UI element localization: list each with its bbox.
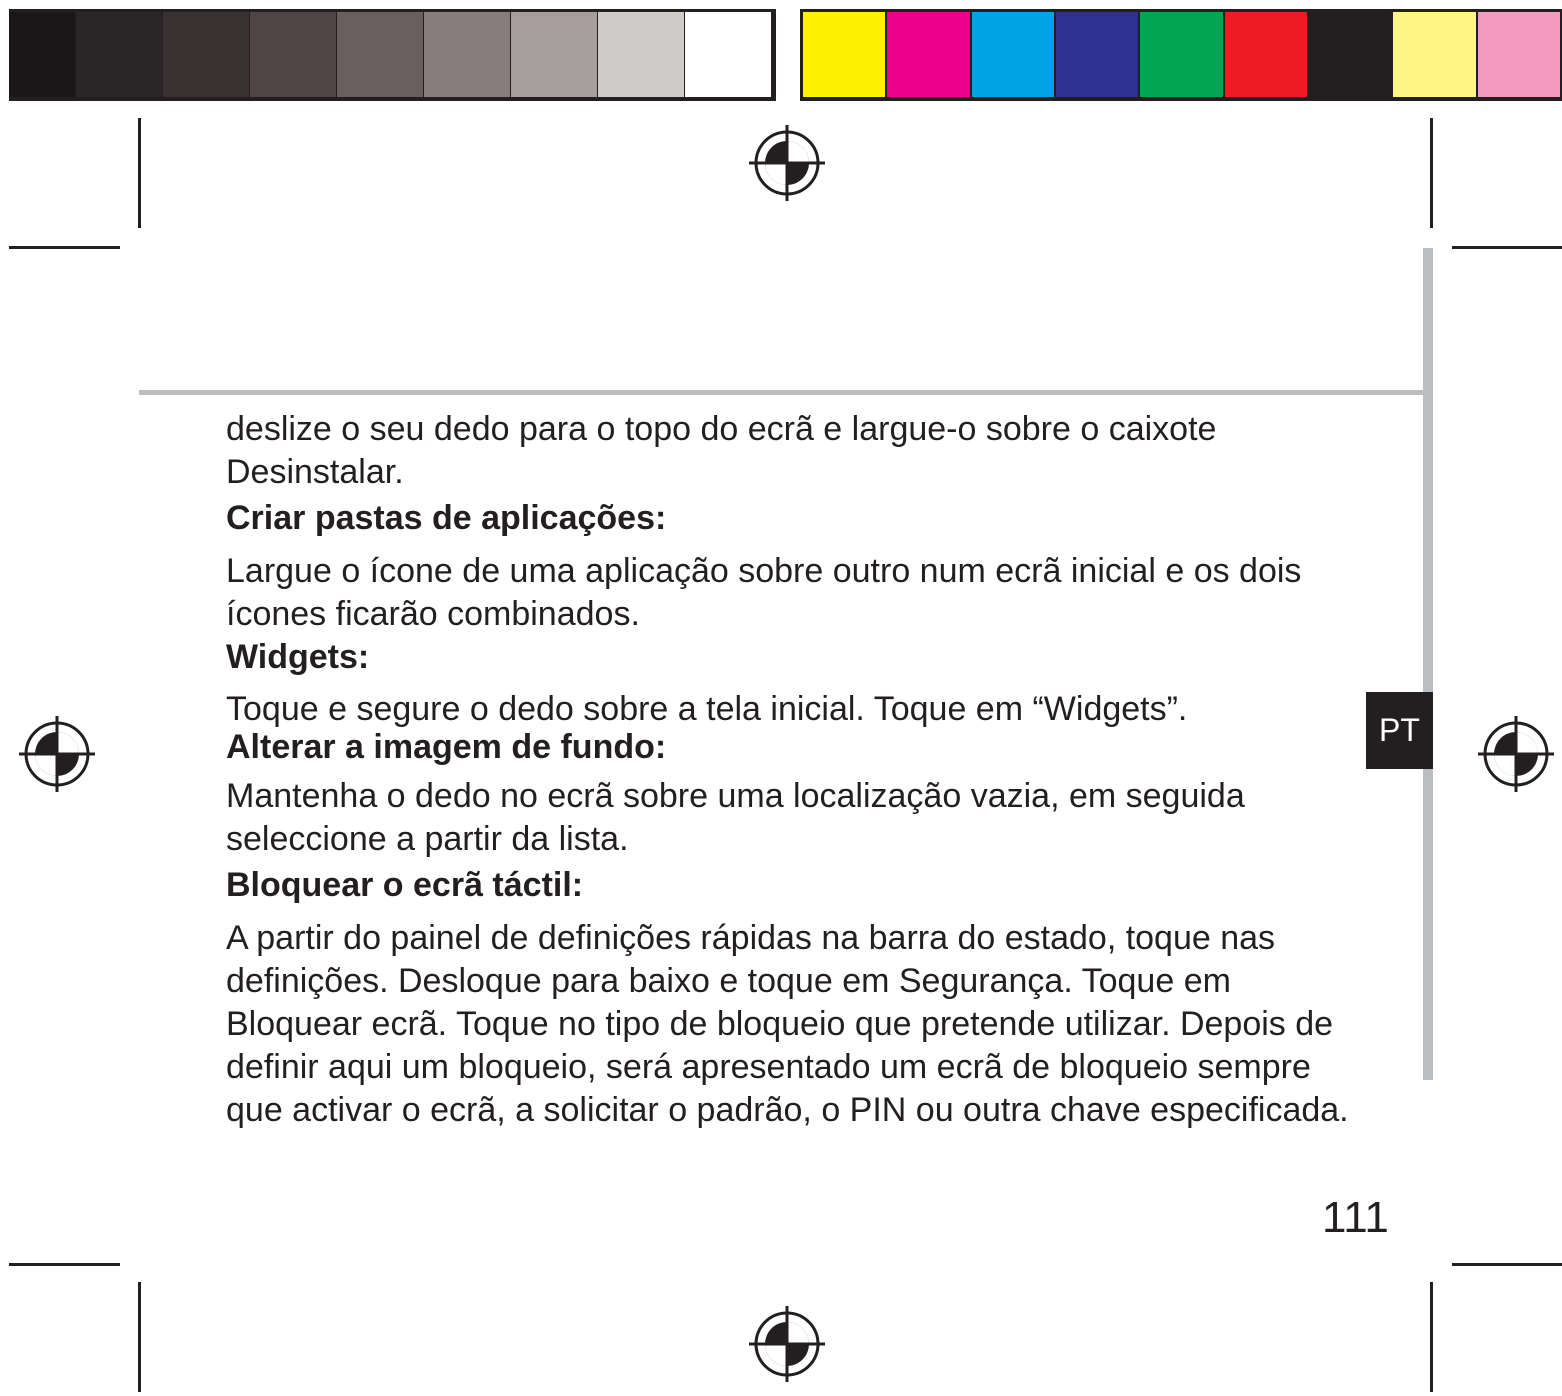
process-color-swatch (1478, 12, 1560, 97)
process-color-swatch (972, 12, 1054, 97)
grayscale-swatch (163, 12, 249, 97)
process-color-swatch (1056, 12, 1138, 97)
crop-mark-bottom-left-horizontal (9, 1263, 120, 1266)
process-color-swatch (887, 12, 969, 97)
grayscale-swatch (337, 12, 423, 97)
section-heading: Criar pastas de aplicações: (226, 499, 667, 537)
section-paragraph: Toque e segure o dedo sobre a tela inicial. Toque em “Widgets”. (226, 690, 1188, 728)
grayscale-swatch (685, 12, 771, 97)
crop-mark-top-left-vertical (138, 118, 141, 228)
registration-mark-bottom-icon (749, 1306, 825, 1382)
section-paragraph: A partir do painel de definições rápidas na barra do estado, toque nas definições. Desloque para baixo e toque em Segurança. Toque em Bloquear ecrã. Toque no tipo de bloqueio que pretende utilizar. Depois de definir aqui um bloqueio, será apresentado um ecrã de bloqueio sempre que activar o ecrã, a solicitar o padrão, o PIN ou outra chave especificada. (226, 919, 1349, 1129)
section-heading: Bloquear o ecrã táctil: (226, 866, 584, 904)
crop-mark-top-right-vertical (1430, 118, 1433, 228)
process-color-bar (800, 9, 1562, 101)
intro-paragraph: deslize o seu dedo para o topo do ecrã e largue-o sobre o caixote Desinstalar. (226, 410, 1217, 491)
registration-mark-right-icon (1478, 716, 1554, 792)
grayscale-swatch (76, 12, 162, 97)
section-paragraph: Largue o ícone de uma aplicação sobre outro num ecrã inicial e os dois ícones ficarão combinados. (226, 552, 1302, 633)
grayscale-swatch (598, 12, 684, 97)
section-heading: Alterar a imagem de fundo: (226, 728, 667, 766)
crop-mark-bottom-right-horizontal (1452, 1263, 1562, 1266)
page-number: 111 (1322, 1193, 1389, 1242)
grayscale-swatch (250, 12, 336, 97)
page-content (226, 408, 1386, 1132)
section-heading: Widgets: (226, 638, 370, 676)
crop-mark-top-right-horizontal (1452, 246, 1562, 249)
page-side-rule (1423, 248, 1433, 1080)
process-color-swatch (803, 12, 885, 97)
grayscale-swatch (424, 12, 510, 97)
process-color-swatch (1309, 12, 1391, 97)
section-paragraph: Mantenha o dedo no ecrã sobre uma localização vazia, em seguida seleccione a partir da lista. (226, 777, 1245, 858)
registration-mark-left-icon (19, 716, 95, 792)
registration-mark-top-icon (749, 125, 825, 201)
grayscale-color-bar (9, 9, 776, 101)
page-header-rule (139, 390, 1429, 395)
process-color-swatch (1140, 12, 1222, 97)
crop-mark-top-left-horizontal (9, 246, 120, 249)
grayscale-swatch (9, 12, 75, 97)
language-tab: PT (1366, 692, 1433, 769)
process-color-swatch (1393, 12, 1475, 97)
crop-mark-bottom-left-vertical (138, 1282, 141, 1392)
grayscale-swatch (511, 12, 597, 97)
crop-mark-bottom-right-vertical (1430, 1282, 1433, 1392)
process-color-swatch (1225, 12, 1307, 97)
